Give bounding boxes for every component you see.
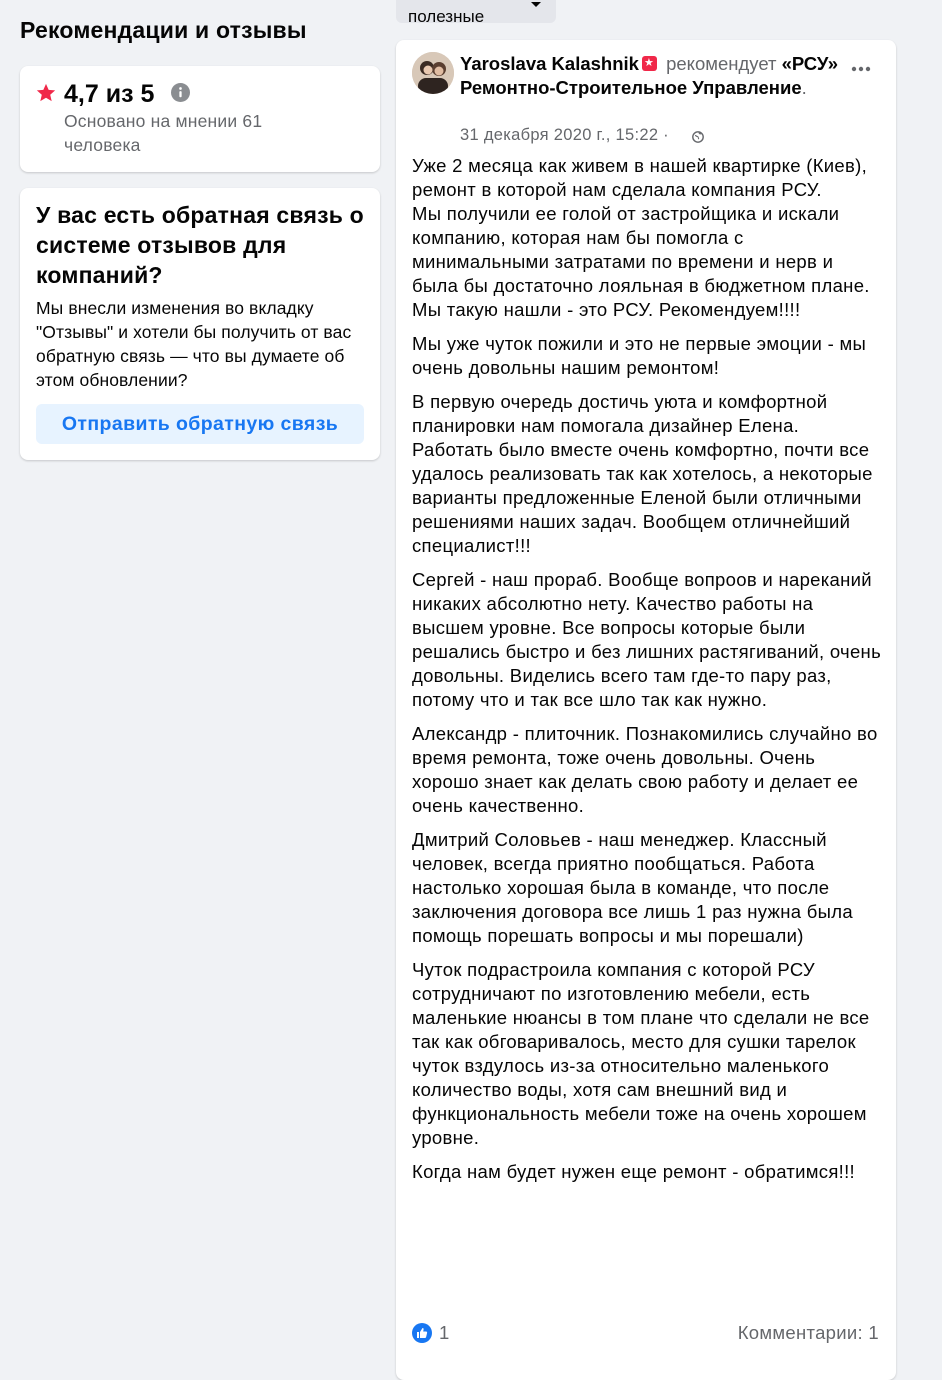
feedback-card: [20, 188, 380, 460]
feedback-title: У вас есть обратная связь о системе отзывов для компаний?: [36, 202, 364, 288]
recommends-label: рекомендует: [666, 53, 777, 74]
page-name-link[interactable]: «РСУ» Ремонтно-Строительное Управление: [460, 53, 839, 98]
recommend-icon: [642, 56, 657, 71]
rating-card: [20, 66, 380, 172]
more-options-icon[interactable]: [851, 66, 871, 72]
like-count[interactable]: 1: [439, 1322, 450, 1343]
send-feedback-button[interactable]: Отправить обратную связь: [36, 404, 364, 444]
chevron-down-icon: [529, 0, 543, 10]
avatar-image: [412, 52, 454, 94]
review-header: [460, 52, 840, 100]
sort-label: полезные: [408, 7, 485, 26]
review-text: [412, 154, 884, 1194]
like-icon[interactable]: [412, 1323, 432, 1343]
review-paragraph: Чуток подрастроила компания с которой РСУ сотрудничают по изготовлению мебели, есть маленькие нюансы в том плане что сделали не все так как обговаривалось, место для сушки тарелок чуток вздулось из-за относительно маленького количество воды, хотя сам внешний вид и функциональность мебели тоже на очень хорошем уровне.: [412, 959, 870, 1148]
section-title: Рекомендации и отзывы: [20, 17, 307, 43]
sort-dropdown[interactable]: [396, 0, 556, 26]
review-paragraph: Дмитрий Соловьев - наш менеджер. Классный человек, всегда приятно пообщаться. Работа настолько хорошая была в команде, что после заключения договора все лишь 1 раз нужна была помощь порешать вопросы и мы порешали): [412, 829, 853, 946]
review-paragraph: Мы уже чуток пожили и это не первые эмоции - мы очень довольны нашим ремонтом!: [412, 333, 867, 378]
review-paragraph: В первую очередь достичь уюта и комфортной планировки нам помогала дизайнер Елена. Работать было вместе очень комфортно, почти все удалось реализовать так как хотелось, а некоторые варианты предложенные Еленой были отличными решениями наших задач. Вообщем отличнейший специалист!!!: [412, 391, 873, 556]
header-period: .: [801, 77, 807, 98]
avatar[interactable]: [412, 52, 454, 94]
star-icon: [35, 82, 57, 104]
comments-count[interactable]: Комментарии: 1: [737, 1322, 879, 1343]
rating-based-on: Основано на мнении 61 человека: [64, 111, 263, 155]
author-name[interactable]: Yaroslava Kalashnik: [460, 53, 639, 74]
review-date[interactable]: 31 декабря 2020 г., 15:22 ·: [460, 126, 669, 144]
feedback-text: Мы внесли изменения во вкладку "Отзывы" и хотели бы получить от вас обратную связь — что вы думаете об этом обновлении?: [36, 298, 352, 390]
review-paragraph: Сергей - наш прораб. Вообще вопроов и нареканий никаких абсолютно нету. Качество работы на высшем уровне. Все вопросы которые были решались быстро и без лишних растягиваний, очень довольны. Виделись всего там где-то пару раз, потому что и так все шло так как нужно.: [412, 569, 882, 710]
globe-icon: [692, 131, 704, 143]
review-paragraph: Когда нам будет нужен еще ремонт - обратимся!!!: [412, 1161, 855, 1182]
review-paragraph: Александр - плиточник. Познакомились случайно во время ремонта, тоже очень довольны. Очень хорошо знает как делать свою работу и делает ее очень качественно.: [412, 723, 878, 816]
review-paragraph: Уже 2 месяца как живем в нашей квартирке (Киев), ремонт в которой нам сделала компания РСУ. Мы получили ее голой от застройщика и искали компанию, которая нам бы помогла с минимальными затратами по времени и нерв и была бы достаточно лояльная в бюджетном плане. Мы такую нашли - это РСУ. Рекомендуем!!!!: [412, 155, 870, 320]
info-icon[interactable]: [171, 83, 190, 102]
review-card: [396, 40, 896, 1380]
rating-value: 4,7 из 5: [64, 80, 155, 108]
